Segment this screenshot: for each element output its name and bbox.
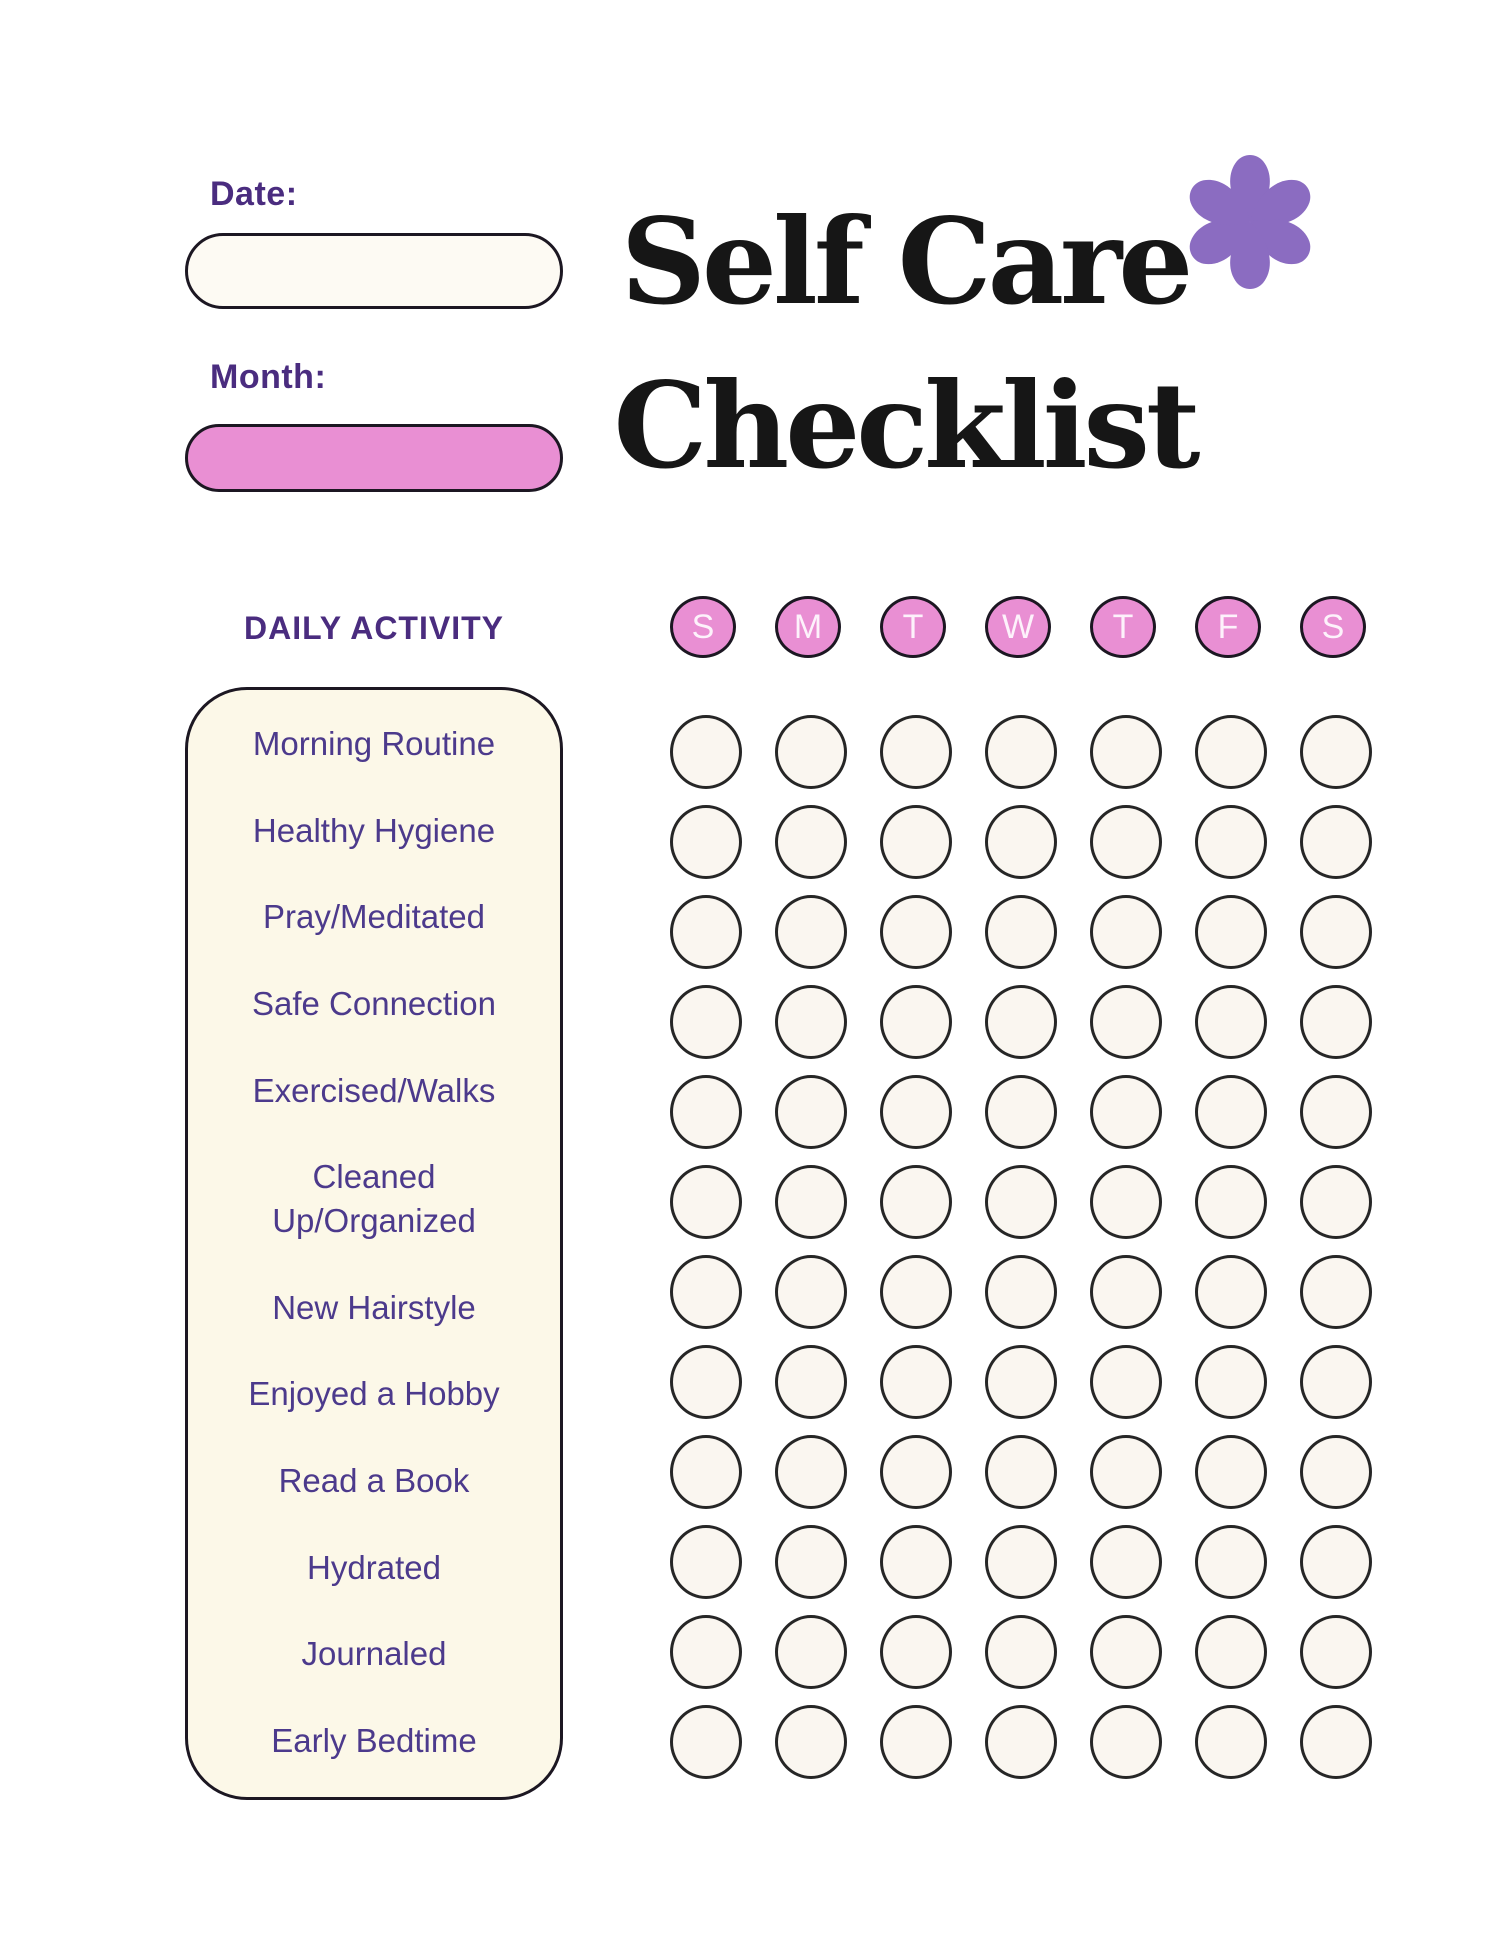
habit-checkbox[interactable] [985, 805, 1057, 879]
page-title-line2: Checklist [613, 356, 1197, 495]
habit-checkbox[interactable] [880, 1705, 952, 1779]
habit-checkbox[interactable] [670, 715, 742, 789]
date-input[interactable] [185, 233, 563, 309]
habit-checkbox[interactable] [1195, 715, 1267, 789]
day-letter: S [1321, 608, 1345, 646]
habit-checkbox[interactable] [775, 1075, 847, 1149]
daily-activity-header: DAILY ACTIVITY [244, 610, 504, 646]
day-header-row [670, 596, 1366, 658]
habit-checkbox[interactable] [1195, 895, 1267, 969]
habit-checkbox[interactable] [670, 1705, 742, 1779]
habit-checkbox[interactable] [670, 895, 742, 969]
activity-list [185, 687, 563, 1800]
habit-checkbox[interactable] [1195, 1435, 1267, 1509]
habit-checkbox[interactable] [1300, 1345, 1372, 1419]
activity-label: Enjoyed a Hobby [248, 1375, 500, 1413]
day-letter: F [1217, 608, 1239, 646]
habit-checkbox[interactable] [880, 1435, 952, 1509]
habit-checkbox[interactable] [670, 1525, 742, 1599]
habit-checkbox[interactable] [1195, 1345, 1267, 1419]
activity-label: Read a Book [278, 1462, 470, 1499]
habit-checkbox[interactable] [985, 1165, 1057, 1239]
habit-checkbox[interactable] [1300, 1255, 1372, 1329]
activity-label: Safe Connection [251, 984, 496, 1022]
habit-checkbox[interactable] [775, 1615, 847, 1689]
habit-checkbox[interactable] [985, 715, 1057, 789]
habit-checkbox[interactable] [1195, 1075, 1267, 1149]
habit-checkbox[interactable] [985, 1435, 1057, 1509]
habit-checkbox[interactable] [775, 1165, 847, 1239]
page-title [545, 180, 1265, 508]
habit-checkbox[interactable] [1300, 1525, 1372, 1599]
activity-label: Healthy Hygiene [252, 811, 496, 849]
habit-checkbox[interactable] [985, 895, 1057, 969]
habit-checkbox[interactable] [1300, 1615, 1372, 1689]
habit-checkbox[interactable] [670, 1255, 742, 1329]
habit-checkbox[interactable] [775, 1345, 847, 1419]
habit-checkbox[interactable] [1090, 1165, 1162, 1239]
habit-checkbox[interactable] [775, 1525, 847, 1599]
habit-checkbox[interactable] [880, 985, 952, 1059]
page-title-line1: Self Care [620, 192, 1190, 331]
habit-checkbox[interactable] [1300, 715, 1372, 789]
habit-checkbox[interactable] [775, 1255, 847, 1329]
habit-checkbox[interactable] [1090, 805, 1162, 879]
habit-checkbox[interactable] [1090, 1075, 1162, 1149]
habit-checkbox[interactable] [1300, 1435, 1372, 1509]
habit-checkbox[interactable] [1195, 1255, 1267, 1329]
day-header-circle [1090, 596, 1156, 658]
habit-checkbox[interactable] [775, 985, 847, 1059]
activity-label: Journaled [301, 1635, 447, 1673]
habit-checkbox[interactable] [1195, 805, 1267, 879]
habit-checkbox[interactable] [985, 1525, 1057, 1599]
habit-checkbox[interactable] [880, 1525, 952, 1599]
habit-checkbox[interactable] [1090, 985, 1162, 1059]
habit-checkbox[interactable] [1090, 715, 1162, 789]
habit-checkbox[interactable] [1090, 1705, 1162, 1779]
habit-checkbox[interactable] [670, 985, 742, 1059]
month-input[interactable] [185, 424, 563, 492]
habit-checkbox[interactable] [670, 1075, 742, 1149]
habit-checkbox[interactable] [880, 895, 952, 969]
habit-checkbox[interactable] [985, 1705, 1057, 1779]
flower-icon [1175, 147, 1325, 297]
activity-label: New Hairstyle [272, 1288, 476, 1326]
activity-label: Early Bedtime [271, 1721, 477, 1759]
month-label: Month: [210, 358, 327, 396]
habit-checkbox[interactable] [1195, 1525, 1267, 1599]
activity-label: Pray/Meditated [263, 898, 485, 936]
habit-checkbox[interactable] [670, 805, 742, 879]
activity-label: Morning Routine [252, 725, 496, 762]
activity-label: Cleaned Up/Organized [272, 1158, 476, 1240]
habit-checkbox[interactable] [670, 1165, 742, 1239]
habit-checkbox[interactable] [985, 985, 1057, 1059]
day-letter: W [1001, 608, 1035, 646]
day-letter: T [902, 608, 924, 646]
habit-checkbox[interactable] [1090, 895, 1162, 969]
habit-checkbox[interactable] [985, 1255, 1057, 1329]
habit-checkbox[interactable] [1300, 895, 1372, 969]
day-letter: S [691, 608, 715, 646]
habit-checkbox[interactable] [880, 1345, 952, 1419]
date-label: Date: [210, 175, 298, 213]
habit-checkbox[interactable] [1090, 1615, 1162, 1689]
habit-checkbox[interactable] [1300, 1165, 1372, 1239]
habit-checkbox[interactable] [1090, 1255, 1162, 1329]
habit-checkbox[interactable] [1090, 1345, 1162, 1419]
habit-checkbox[interactable] [1195, 1705, 1267, 1779]
habit-checkbox[interactable] [985, 1075, 1057, 1149]
habit-checkbox[interactable] [880, 1165, 952, 1239]
habit-checkbox[interactable] [880, 1615, 952, 1689]
day-header-circle [880, 596, 946, 658]
habit-checkbox[interactable] [1090, 1435, 1162, 1509]
day-header-circle [670, 596, 736, 658]
habit-checkbox[interactable] [1090, 1525, 1162, 1599]
day-header-circle [1195, 596, 1261, 658]
habit-checkbox[interactable] [985, 1615, 1057, 1689]
habit-checkbox[interactable] [880, 1075, 952, 1149]
habit-checkbox[interactable] [1300, 1075, 1372, 1149]
habit-checkbox[interactable] [880, 715, 952, 789]
day-letter: T [1112, 608, 1134, 646]
day-header-circle [775, 596, 841, 658]
habit-checkbox[interactable] [1195, 1615, 1267, 1689]
activity-label: Hydrated [307, 1548, 441, 1586]
habit-checkbox[interactable] [670, 1345, 742, 1419]
day-letter: M [793, 608, 823, 646]
habit-checkbox[interactable] [775, 1705, 847, 1779]
habit-checkbox[interactable] [670, 1615, 742, 1689]
day-header-circle [985, 596, 1051, 658]
habit-checkbox[interactable] [880, 1255, 952, 1329]
habit-checkbox[interactable] [985, 1345, 1057, 1419]
habit-checkbox[interactable] [1300, 805, 1372, 879]
habit-checkbox[interactable] [880, 805, 952, 879]
habit-checkbox[interactable] [775, 1435, 847, 1509]
habit-checkbox[interactable] [1195, 1165, 1267, 1239]
habit-checkbox[interactable] [775, 895, 847, 969]
habit-checkbox[interactable] [1300, 1705, 1372, 1779]
habit-grid [670, 715, 1372, 1779]
habit-checkbox[interactable] [1300, 985, 1372, 1059]
habit-checkbox[interactable] [775, 715, 847, 789]
habit-checkbox[interactable] [670, 1435, 742, 1509]
activity-label: Exercised/Walks [252, 1071, 496, 1109]
habit-checkbox[interactable] [775, 805, 847, 879]
habit-checkbox[interactable] [1195, 985, 1267, 1059]
day-header-circle [1300, 596, 1366, 658]
